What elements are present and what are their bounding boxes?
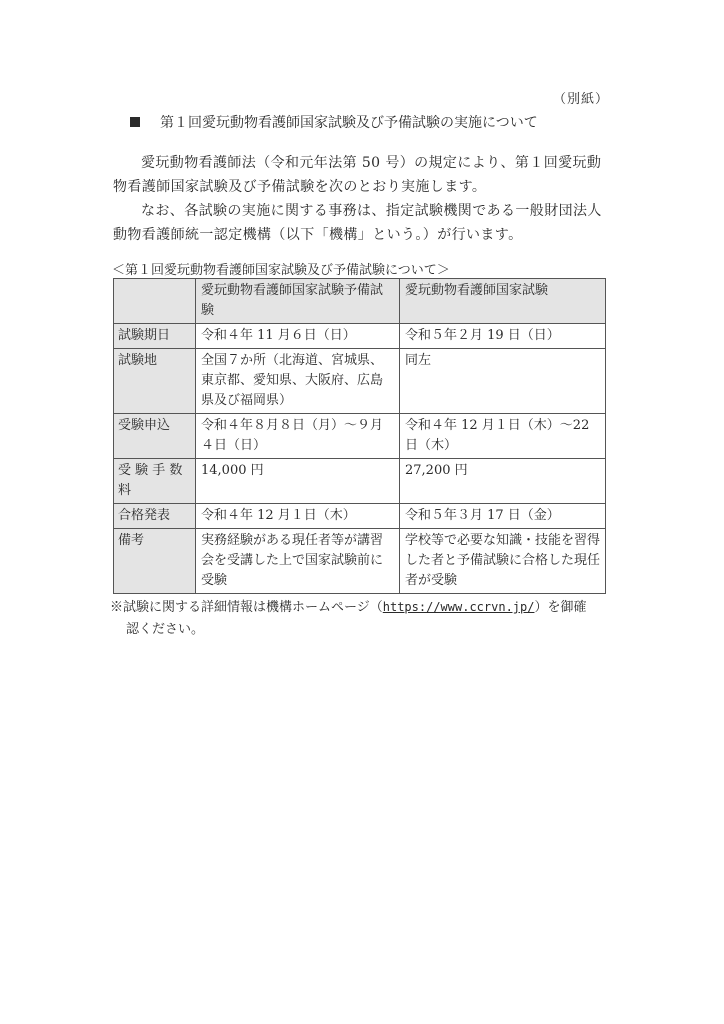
table-row [114,504,606,529]
intro-paragraph-text: 愛玩動物看護師法（令和元年法第 50 号）の規定により、第１回愛玩動物看護師国家試験及び予備試験を次のとおり実施します。 [113,155,602,195]
footnote-prefix: ※試験に関する詳細情報は機構ホームページ（ [110,600,383,615]
footnote-continuation: 認ください。 [126,622,205,637]
row-label: 試験地 [114,349,196,414]
prelim-cell: 令和４年 12 月１日（木） [196,504,400,529]
row-label: 試験期日 [114,324,196,349]
intro-paragraph [113,151,613,199]
annex-label: （別紙） [553,92,610,107]
table-header-row [114,279,606,324]
national-cell: 同左 [400,349,606,414]
table-row [114,459,606,504]
row-label: 備考 [114,529,196,594]
table-caption: ＜第１回愛玩動物看護師国家試験及び予備試験について＞ [112,263,450,278]
section-heading [130,112,538,132]
table-row [114,414,606,459]
header-prelim-exam: 愛玩動物看護師国家試験予備試験 [196,279,400,324]
prelim-cell: 実務経験がある現任者等が講習会を受講した上で国家試験前に受験 [196,529,400,594]
header-national-exam: 愛玩動物看護師国家試験 [400,279,606,324]
prelim-cell: 14,000 円 [196,459,400,504]
homepage-link[interactable]: https://www.ccrvn.jp/ [382,600,535,614]
table-row [114,349,606,414]
square-bullet-icon [130,117,140,127]
admin-paragraph-text: なお、各試験の実施に関する事務は、指定試験機関である一般財団法人動物看護師統一認定機構（以下「機構」という。）が行います。 [113,203,602,243]
footnote-suffix: ）を御確 [534,600,587,615]
national-cell: 27,200 円 [400,459,606,504]
national-cell: 令和４年 12 月１日（木）～22 日（木） [400,414,606,459]
table-row [114,324,606,349]
header-blank-cell [114,279,196,324]
exam-table [113,278,606,594]
national-cell: 学校等で必要な知識・技能を習得した者と予備試験に合格した現任者が受験 [400,529,606,594]
national-cell: 令和５年２月 19 日（日） [400,324,606,349]
heading-text: 第１回愛玩動物看護師国家試験及び予備試験の実施について [160,115,538,131]
prelim-cell: 令和４年 11 月６日（日） [196,324,400,349]
national-cell: 令和５年３月 17 日（金） [400,504,606,529]
prelim-cell: 令和４年８月８日（月）～９月４日（日） [196,414,400,459]
footnote [110,596,620,641]
row-label: 受験申込 [114,414,196,459]
row-label: 受 験 手 数 料 [114,459,196,504]
prelim-cell: 全国７か所（北海道、宮城県、東京都、愛知県、大阪府、広島県及び福岡県） [196,349,400,414]
admin-paragraph [113,199,613,247]
row-label: 合格発表 [114,504,196,529]
table-row [114,529,606,594]
